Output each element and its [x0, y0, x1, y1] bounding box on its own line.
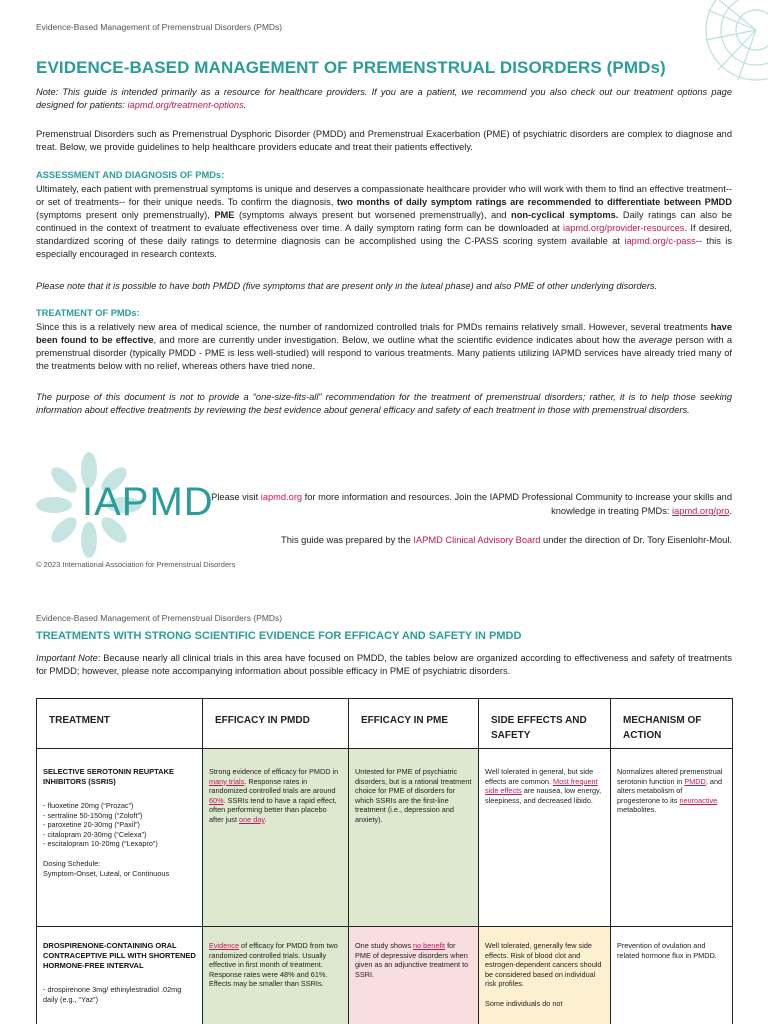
efficacy-pme-cell: Untested for PME of psychiatric disorders, but is a rational treatment choice for PME of disorders for which SSRIs are the first-line treatment (i.e., depression and anxiety).	[349, 749, 479, 927]
treatment-cell	[37, 927, 203, 1024]
sixty-percent-link[interactable]: 60%	[209, 795, 224, 805]
assessment-heading: ASSESSMENT AND DIAGNOSIS OF PMDs:	[36, 170, 225, 180]
treatments-table	[36, 698, 733, 1024]
side-effects-cell: Well tolerated, generally few side effects. Risk of blood clot and estrogen-dependent cancers should be considered based on individual risk profiles. Some individuals do not	[479, 927, 611, 1024]
treatment-options-link[interactable]: iapmd.org/treatment-options	[127, 100, 244, 110]
treatment-name: DROSPIRENONE-CONTAINING ORAL CONTRACEPTIVE PILL WITH SHORTENED HORMONE-FREE INTERVAL	[43, 941, 196, 970]
iapmd-pro-link[interactable]: iapmd.org/pro	[672, 506, 730, 516]
copyright: © 2023 International Association for Premenstrual Disorders	[36, 560, 236, 569]
running-header: Evidence-Based Management of Premenstrual Disorders (PMDs)	[36, 22, 283, 32]
treatment-cell	[37, 749, 203, 927]
column-header: EFFICACY IN PME	[349, 699, 479, 749]
iapmd-link[interactable]: iapmd.org	[260, 492, 303, 502]
efficacy-pmdd-cell: Strong evidence of efficacy for PMDD in many trials. Response rates in randomized controlled trials are around 60%. SSRIs tend to have a rapid effect, often performing better than placebo after just one day.	[203, 749, 349, 927]
logo-text: IAPMD	[82, 480, 214, 524]
many-trials-link[interactable]: many trials	[209, 776, 245, 786]
column-header: SIDE EFFECTS AND SAFETY	[479, 699, 611, 749]
no-benefit-link[interactable]: no benefit	[413, 941, 446, 950]
column-header: MECHANISM OF ACTION	[611, 699, 733, 749]
possible-note: Please note that it is possible to have both PMDD (five symptoms that are present only in the luteal phase) and also PME of other underlying disorders.	[36, 281, 658, 291]
running-header-2: Evidence-Based Management of Premenstrual Disorders (PMDs)	[36, 613, 283, 623]
mechanism-cell: Normalizes altered premenstrual serotonin function in PMDD, and alters metabolism of progesterone to its neuroactive metabolites.	[611, 749, 733, 927]
drug-item: - drospirenone 3mg/ ethinylestradiol .02mg daily (e.g., “Yaz”)	[43, 985, 182, 1004]
mechanism-cell: Prevention of ovulation and related hormone flux in PMDD.	[611, 927, 733, 1024]
pmdd-link[interactable]: PMDD	[684, 776, 706, 786]
evidence-link[interactable]: Evidence	[209, 941, 240, 950]
side-effects-link[interactable]: Most frequent side effects	[485, 776, 598, 796]
side-effects-cell: Well tolerated in general, but side effects are common. Most frequent side effects are nausea, low energy, sleepiness, and decreased libido.	[479, 749, 611, 927]
table-row	[37, 749, 733, 927]
drug-item: - sertraline 50-150mg (“Zoloft”)	[43, 810, 143, 820]
dosing-label: Dosing Schedule:	[43, 858, 101, 868]
column-header: EFFICACY IN PMDD	[203, 699, 349, 749]
column-header: TREATMENT	[37, 699, 203, 749]
efficacy-pmdd-cell: Evidence of efficacy for PMDD from two randomized controlled trials. Usually effective in first month of treatment. Response rates were 48% and 61%. Effects may be smaller than SSRIs.	[203, 927, 349, 1024]
page-title: EVIDENCE-BASED MANAGEMENT OF PREMENSTRUAL DISORDERS (PMDs)	[36, 58, 666, 77]
drug-item: - paroxetine 20-30mg (“Paxil”)	[43, 820, 140, 830]
neuroactive-link[interactable]: neuroactive	[679, 795, 718, 805]
efficacy-pme-cell: One study shows no benefit for PME of depressive disorders when given as an adjunctive treatment to SSRI.	[349, 927, 479, 1024]
treatment-paragraph: Since this is a relatively new area of medical science, the number of randomized controlled trials for PMDs remains relatively small. However, several treatments have been found to be effective, and more are currently under investigation. Below, we outline what the scientific evidence indicates about how the average person with a premenstrual disorder (typically PMDD - PME is less well-studied) will respond to various treatments. Many patients utilizing IAPMD services have already tried many of the treatments below with no relief, whereas others have tried none.	[36, 322, 732, 371]
purpose-paragraph: The purpose of this document is not to provide a “one-size-fits-all” recommendation for the treatment of premenstrual disorders; rather, it is to help those seeking information about effective treatments by reviewing the best evidence about general efficacy and safety of each treatment in those with premenstrual disorders.	[36, 392, 732, 415]
treatment-heading: TREATMENT OF PMDs:	[36, 308, 140, 318]
table-header-row	[37, 699, 733, 749]
intro-paragraph: Premenstrual Disorders such as Premenstrual Dysphoric Disorder (PMDD) and Premenstrual Exacerbation (PME) of psychiatric disorders are complex to diagnose and treat. Below, we provide guidelines to help healthcare providers educate and treat their patients effectively.	[36, 129, 732, 152]
important-note: Important Note: Because nearly all clinical trials in this area have focused on PMDD, the tables below are organized according to effectiveness and safety of treatments for PMDD; however, please note accompanying information about possible efficacy in PME of psychiatric disorders.	[36, 653, 732, 676]
drug-item: - escitalopram 10-20mg (“Lexapro”)	[43, 839, 158, 849]
note-paragraph: Note: This guide is intended primarily as a resource for healthcare providers. If you are a patient, we recommend you also check out our treatment options page designed for patients: iapmd.org/treatment-options.	[36, 87, 732, 110]
one-day-link[interactable]: one day	[239, 814, 265, 824]
table-row	[37, 927, 733, 1024]
page-2	[0, 600, 768, 1024]
clinical-advisory-board-link[interactable]: IAPMD Clinical Advisory Board	[413, 535, 541, 545]
drug-item: - fluoxetine 20mg (“Prozac”)	[43, 801, 134, 810]
treatment-name: SELECTIVE SEROTONIN REUPTAKE INHIBITORS (SSRIS)	[43, 767, 174, 786]
drug-item: - citalopram 20-30mg (“Celexa”)	[43, 829, 147, 839]
prepared-by: This guide was prepared by the IAPMD Clinical Advisory Board under the direction of Dr. Tory Eisenlohr-Moul.	[281, 535, 732, 545]
provider-resources-link[interactable]: iapmd.org/provider-resources	[563, 223, 685, 233]
visit-paragraph: Please visit iapmd.org for more information and resources. Join the IAPMD Professional Community to increase your skills and knowledge in treating PMDs: iapmd.org/pro.	[211, 492, 732, 516]
section-title: TREATMENTS WITH STRONG SCIENTIFIC EVIDENCE FOR EFFICACY AND SAFETY IN PMDD	[36, 630, 522, 642]
c-pass-link[interactable]: iapmd.org/c-pass	[624, 236, 696, 246]
assessment-paragraph: Ultimately, each patient with premenstrual symptoms is unique and deserves a compassionate healthcare provider who will work with them to find an effective treatment--or set of treatments-- for their unique needs. To confirm the diagnosis, two months of daily symptom ratings are recommended to differentiate between PMDD (symptoms present only premenstrually), PME (symptoms always present but worsened premenstrually), and non-cyclical symptoms. Daily ratings can also be continued in the context of treatment to evaluate effectiveness over time. A daily symptom rating form can be downloaded at iapmd.org/provider-resources. If desired, standardized scoring of these daily ratings to determine diagnosis can be accomplished using the C-PASS scoring system available at iapmd.org/c-pass-- this is especially encouraged in research contexts.	[36, 184, 732, 259]
dosing-schedule: Symptom-Onset, Luteal, or Continuous	[43, 868, 170, 878]
